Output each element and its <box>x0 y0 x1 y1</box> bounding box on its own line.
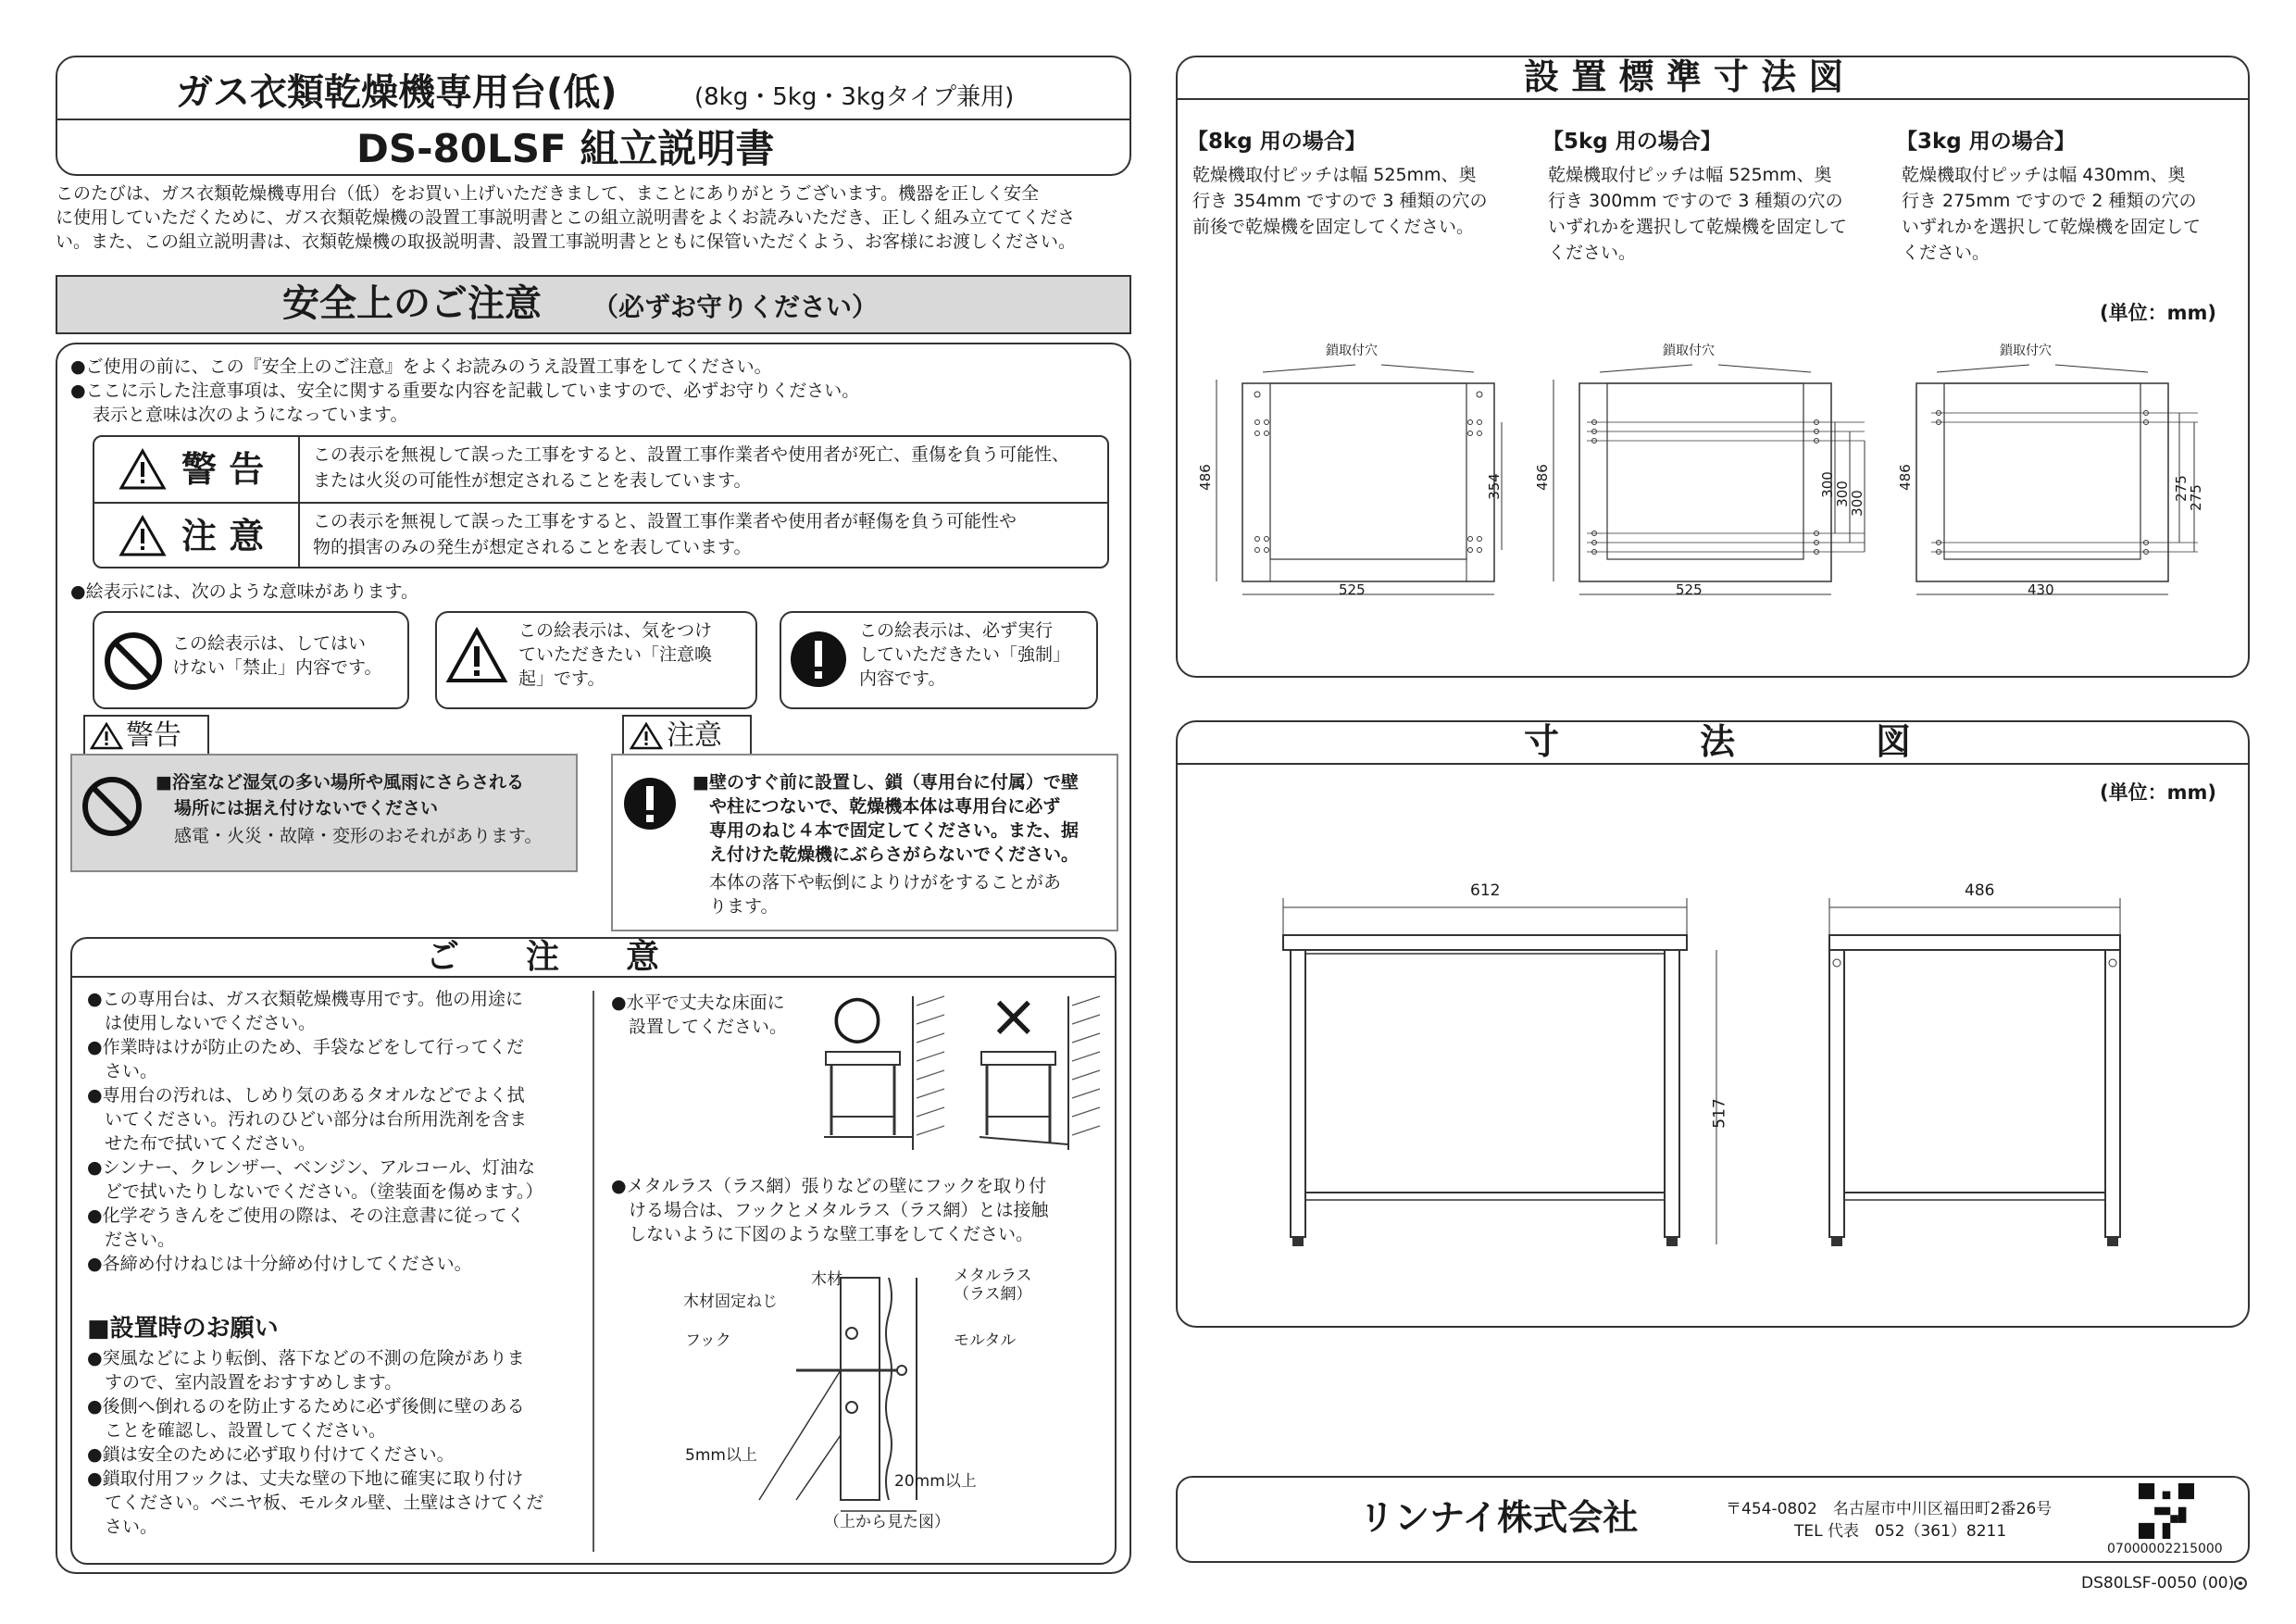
note-item: さい。 <box>87 1061 158 1081</box>
notes-list <box>87 991 587 1280</box>
ng-mark: × <box>989 982 1039 1051</box>
warning-body-2: 場所には据え付けないでください <box>174 798 439 818</box>
document-number: DS80LSF-0050 (00) <box>2081 1574 2235 1593</box>
notes-column-divider <box>593 991 594 1552</box>
case-3kg-title: 【3kg 用の場合】 <box>1896 130 2076 154</box>
case-3kg-l4: ください。 <box>1902 243 1990 263</box>
picto-prohibit-l2: けない「禁止」内容です。 <box>172 657 382 678</box>
install-std-unit: (単位：mm) <box>2100 302 2216 324</box>
signal-table-divider <box>93 502 1109 504</box>
install-item: さい。 <box>87 1517 158 1537</box>
safety-bullet-2b: 表示と意味は次のようになっています。 <box>93 405 408 425</box>
header-divider <box>56 119 1131 120</box>
dim-354-8kg: 354 <box>1485 473 1503 500</box>
chain-hole-label-8kg: 鎖取付穴 <box>1326 344 1378 358</box>
case-5kg-l2: 行き 300mm ですので 3 種類の穴の <box>1548 191 1843 211</box>
install-std-title: 設 置 標 準 寸 法 図 <box>1524 56 1844 97</box>
note-item: ●作業時はけが防止のため、手袋などをして行ってくだ <box>87 1037 524 1057</box>
case-5kg-l4: ください。 <box>1548 243 1637 263</box>
caution-label: 注 意 <box>181 516 265 556</box>
side-view-diagram <box>1820 898 2135 1287</box>
dims-title-divider <box>1176 763 2250 765</box>
product-subtitle: (8kg・5kg・3kgタイプ兼用) <box>694 83 1015 111</box>
note-item: は使用しないでください。 <box>87 1013 317 1033</box>
label-metal-lath: メタルラス <box>954 1267 1032 1285</box>
notes-title: ご 注 意 <box>426 938 660 976</box>
caution-body-6: ります。 <box>709 896 779 917</box>
case-8kg-title: 【8kg 用の場合】 <box>1187 130 1366 154</box>
intro-line-3: い。また、この組立説明書は、衣類乾燥機の取扱説明書、設置工事説明書とともに保管いただくよう、お客様にお渡しください。 <box>56 231 1077 252</box>
label-wood-screw: 木材固定ねじ <box>683 1293 778 1311</box>
intro-line-1: このたびは、ガス衣類乾燥機専用台（低）をお買い上げいただきまして、まことにありがとうございます。機器を正しく安全 <box>56 183 1040 204</box>
warning-body-1: ■浴室など湿気の多い場所や風雨にさらされる <box>156 772 524 793</box>
front-view-diagram <box>1274 898 1700 1287</box>
install-item: ことを確認し、設置してください。 <box>87 1420 387 1441</box>
dim-300-5kg-c: 300 <box>1848 490 1866 517</box>
picto-prohibit-l1: この絵表示は、してはい <box>172 633 367 654</box>
lath-note-3: しないように下図のような壁工事をしてください。 <box>611 1224 1034 1244</box>
notes-title-divider <box>70 976 1117 978</box>
recycle-mark-icon <box>2233 1576 2248 1591</box>
note-item: ●各締め付けねじは十分締め付けしてください。 <box>87 1254 472 1274</box>
picto-mandatory-l1: この絵表示は、必ず実行 <box>859 620 1054 641</box>
qr-code-number: 07000002215000 <box>2107 1542 2223 1556</box>
caution-body-1: ■壁のすぐ前に設置し、鎖（専用台に付属）で壁 <box>693 772 1079 793</box>
product-title: ガス衣類乾燥機専用台(低) <box>176 71 618 114</box>
note-item: ●シンナー、クレンザー、ベンジン、アルコール、灯油な <box>87 1157 535 1178</box>
dims-title: 寸 法 図 <box>1524 721 1912 762</box>
case-3kg-l3: いずれかを選択して乾燥機を固定して <box>1902 217 2202 237</box>
picto-intro: ●絵表示には、次のような意味があります。 <box>70 581 419 602</box>
case-5kg-title: 【5kg 用の場合】 <box>1542 130 1722 154</box>
caution-body-5: 本体の落下や転倒によりけがをすることがあ <box>709 872 1062 893</box>
floor-ok-illustration <box>824 996 954 1163</box>
dim-525-5kg: 525 <box>1676 581 1703 598</box>
safety-title-sub: （必ずお守りください） <box>593 292 879 322</box>
caution-tab-icon <box>630 722 663 750</box>
picto-caution-l2: ていただきたい「注意喚 <box>518 644 713 665</box>
install-std-title-divider <box>1176 98 2250 100</box>
case-8kg-l1: 乾燥機取付ピッチは幅 525mm、奥 <box>1192 165 1477 185</box>
install-item: ●鎖取付用フックは、丈夫な壁の下地に確実に取り付け <box>87 1468 524 1489</box>
qr-code-icon <box>2139 1483 2194 1539</box>
warning-tab-label: 警告 <box>126 719 181 752</box>
intro-line-2: に使用していただくために、ガス衣類乾燥機の設置工事説明書とこの組立説明書をよくお読みいただき、正しく組み立ててくださ <box>56 207 1076 228</box>
warning-text-2: または火災の可能性が想定されることを表しています。 <box>313 470 752 491</box>
caution-mandatory-icon <box>622 776 678 831</box>
dim-275-3kg-b: 275 <box>2187 484 2204 511</box>
dim-300-5kg-a: 300 <box>1818 471 1836 498</box>
lath-note-1: ●メタルラス（ラス網）張りなどの壁にフックを取り付 <box>611 1176 1047 1196</box>
safety-bullet-1: ●ご使用の前に、この『安全上のご注意』をよくお読みのうえ設置工事をしてください。 <box>70 356 772 377</box>
install-item: てください。ベニヤ板、モルタル壁、土壁はさけてくだ <box>87 1493 544 1513</box>
dim-486-side: 486 <box>1965 881 1995 900</box>
label-20mm: 20mm以上 <box>894 1472 977 1491</box>
case-8kg-l2: 行き 354mm ですので 3 種類の穴の <box>1192 191 1488 211</box>
label-top-view: （上から見た図） <box>824 1513 950 1531</box>
safety-bullet-2: ●ここに示した注意事項は、安全に関する重要な内容を記載していますので、必ずお守りください。 <box>70 381 860 401</box>
label-wood: 木材 <box>811 1270 842 1289</box>
dim-486-5kg: 486 <box>1533 464 1551 491</box>
dim-486-3kg: 486 <box>1896 464 1914 491</box>
note-item: せた布で拭いてください。 <box>87 1133 317 1154</box>
install-request-list <box>87 1350 587 1543</box>
mandatory-icon <box>789 630 848 689</box>
wall-section-diagram <box>759 1268 1000 1537</box>
dims-unit: (単位：mm) <box>2100 781 2216 804</box>
picto-caution-l3: 起」です。 <box>518 668 605 689</box>
note-item: ●化学ぞうきんをご使用の際は、その注意書に従ってく <box>87 1206 525 1226</box>
safety-title: 安全上のご注意 <box>282 282 542 325</box>
label-5mm: 5mm以上 <box>685 1446 757 1465</box>
model-title: DS-80LSF 組立説明書 <box>356 126 775 171</box>
note-item: どで拭いたりしないでください。（塗装面を傷めます。） <box>87 1181 543 1202</box>
case-3kg-l1: 乾燥機取付ピッチは幅 430mm、奥 <box>1902 165 2186 185</box>
signal-table-vdivider <box>298 435 300 568</box>
warning-prohibit-icon <box>81 776 143 837</box>
chain-hole-label-5kg: 鎖取付穴 <box>1663 344 1715 358</box>
floor-ng-illustration <box>980 996 1109 1163</box>
dim-300-5kg-b: 300 <box>1833 481 1851 507</box>
caution-tab-label: 注意 <box>667 719 722 752</box>
note-item: ●この専用台は、ガス衣類乾燥機専用です。他の用途に <box>87 989 524 1009</box>
case-5kg-l3: いずれかを選択して乾燥機を固定して <box>1548 217 1848 237</box>
lath-note-2: ける場合は、フックとメタルラス（ラス網）とは接触 <box>611 1200 1049 1220</box>
case-3kg-l2: 行き 275mm ですので 2 種類の穴の <box>1902 191 2197 211</box>
install-item: ●後側へ倒れるのを防止するために必ず後側に壁のある <box>87 1396 525 1417</box>
case-8kg-l3: 前後で乾燥機を固定してください。 <box>1192 217 1475 237</box>
note-item: ●専用台の汚れは、しめり気のあるタオルなどでよく拭 <box>87 1085 525 1106</box>
label-metal-lath-2: （ラス網） <box>954 1285 1032 1304</box>
label-hook: フック <box>685 1331 731 1350</box>
case-5kg-l1: 乾燥機取付ピッチは幅 525mm、奥 <box>1548 165 1832 185</box>
install-item: すので、室内設置をおすすめします。 <box>87 1372 403 1393</box>
warning-tab-icon <box>90 722 123 750</box>
note-item: ださい。 <box>87 1230 176 1250</box>
floor-note-1: ●水平で丈夫な床面に <box>611 993 785 1013</box>
picto-mandatory-l3: 内容です。 <box>859 668 946 689</box>
company-address: 〒454-0802 名古屋市中川区福田町2番26号 <box>1726 1500 2053 1518</box>
warning-text-1: この表示を無視して誤った工事をすると、設置工事作業者や使用者が死亡、重傷を負う可能性、 <box>313 444 1070 465</box>
company-name: リンナイ株式会社 <box>1359 1497 1639 1538</box>
label-mortar: モルタル <box>954 1331 1017 1350</box>
note-item: いてください。汚れのひどい部分は台所用洗剤を含ま <box>87 1109 528 1130</box>
install-request-title: ■設置時のお願い <box>87 1315 279 1343</box>
caution-text-1: この表示を無視して誤った工事をすると、設置工事作業者や使用者が軽傷を負う可能性や <box>313 511 1017 531</box>
floor-note-2: 設置してください。 <box>611 1017 788 1037</box>
caution-body-2: や柱につないで、乾燥機本体は専用台に必ず <box>709 796 1061 817</box>
dim-612: 612 <box>1470 881 1501 900</box>
prohibit-icon <box>104 631 163 691</box>
caution-triangle-icon <box>119 515 167 557</box>
warning-triangle-icon <box>119 448 167 491</box>
caution-body-4: え付けた乾燥機にぶらさがらないでください。 <box>709 844 1079 865</box>
dim-275-3kg-a: 275 <box>2172 475 2190 502</box>
warning-body-3: 感電・火災・故障・変形のおそれがあります。 <box>174 826 543 846</box>
company-tel: TEL 代表 052（361）8211 <box>1794 1522 2007 1541</box>
dim-486-8kg: 486 <box>1196 464 1214 491</box>
install-item: ●突風などにより転倒、落下などの不測の危険がありま <box>87 1348 525 1368</box>
caution-body-3: 専用のねじ４本で固定してください。また、据 <box>709 820 1079 841</box>
company-box <box>1176 1476 2250 1563</box>
picto-caution-l1: この絵表示は、気をつけ <box>518 620 713 641</box>
dim-430-3kg: 430 <box>2028 581 2054 598</box>
caution-text-2: 物的損害のみの発生が想定されることを表しています。 <box>313 537 752 557</box>
caution-icon <box>446 628 507 683</box>
dim-517: 517 <box>1710 1098 1729 1129</box>
ok-mark: ○ <box>831 982 883 1051</box>
picto-mandatory-l2: していただきたい「強制」 <box>859 644 1071 665</box>
dim-525-8kg: 525 <box>1339 581 1366 598</box>
install-item: ●鎖は安全のために必ず取り付けてください。 <box>87 1444 455 1465</box>
chain-hole-label-3kg: 鎖取付穴 <box>2000 344 2052 358</box>
warning-label: 警 告 <box>181 449 265 490</box>
